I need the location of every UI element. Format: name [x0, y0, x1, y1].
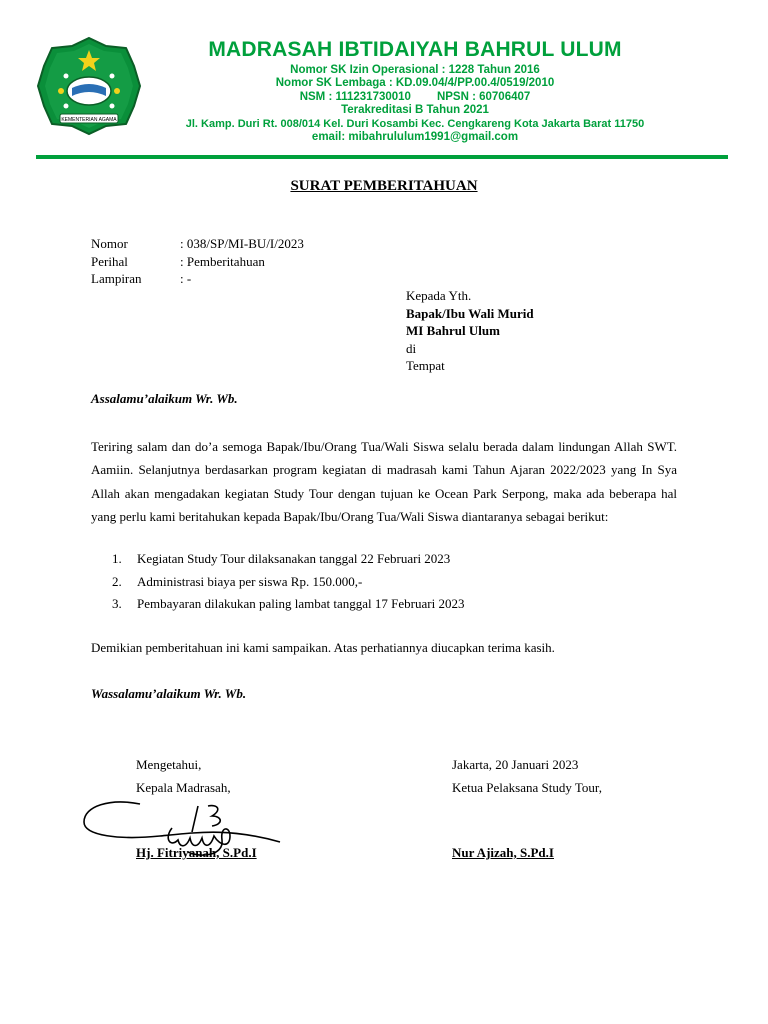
recipient-di: di — [406, 340, 417, 356]
nsm: NSM : 111231730010 — [299, 90, 411, 103]
closing-sentence: Demikian pemberitahuan ini kami sampaikan. Atas perhatiannya diucapkan terima kasih. — [91, 640, 555, 655]
letter-title: SURAT PEMBERITAHUAN — [290, 178, 478, 194]
list-item — [112, 593, 464, 616]
sig-left-name: Hj. Fitriyanah, S.Pd.I — [136, 845, 257, 860]
akreditasi: Terakreditasi B Tahun 2021 — [341, 104, 489, 117]
meta-value: : - — [180, 271, 192, 286]
npsn: NPSN : 60706407 — [436, 90, 531, 103]
list-text: Kegiatan Study Tour dilaksanakan tanggal 22 Februari 2023 — [137, 551, 451, 566]
closing-salam: Wassalamu’alaikum Wr. Wb. — [91, 686, 247, 701]
recipient-block — [406, 287, 534, 375]
list-number: 3. — [112, 596, 122, 611]
nsm-npsn-row — [140, 91, 690, 104]
meta-label: Perihal — [91, 253, 128, 269]
meta-row-nomor — [91, 235, 304, 253]
meta-value: : Pemberitahuan — [180, 253, 265, 269]
list-text: Administrasi biaya per siswa Rp. 150.000,- — [137, 573, 363, 589]
recipient-greeting: Kepada Yth. — [406, 288, 472, 303]
letterhead-rule — [36, 155, 728, 159]
sig-right-line1: Jakarta, 20 Januari 2023 — [452, 757, 579, 772]
list-number: 1. — [112, 551, 122, 566]
signature-block-right — [452, 753, 602, 799]
school-name: MADRASAH IBTIDAIYAH BAHRUL ULUM — [208, 38, 622, 61]
list-item — [112, 571, 464, 594]
list-item — [112, 548, 464, 571]
list-text: Pembayaran dilakukan paling lambat tanggal 17 Februari 2023 — [137, 596, 465, 611]
recipient-org: MI Bahrul Ulum — [406, 323, 500, 338]
email: email: mibahrululum1991@gmail.com — [311, 131, 519, 144]
recipient-name: Bapak/Ibu Wali Murid — [406, 305, 534, 321]
signature-block-left — [136, 753, 231, 799]
meta-label: Nomor — [91, 236, 128, 251]
sk-operasional: Nomor SK Izin Operasional : 1228 Tahun 2016 — [290, 64, 540, 76]
list-number: 2. — [112, 573, 122, 589]
recipient-place: Tempat — [406, 358, 445, 373]
letterhead — [140, 36, 690, 144]
sk-lembaga: Nomor SK Lembaga : KD.09.04/4/PP.00.4/0519/2010 — [275, 77, 555, 90]
meta-label: Lampiran — [91, 271, 142, 286]
opening-salam: Assalamu’alaikum Wr. Wb. — [91, 391, 238, 406]
sig-left-line2: Kepala Madrasah, — [136, 780, 231, 795]
meta-row-lampiran — [91, 270, 304, 288]
info-list — [112, 548, 464, 616]
sig-left-line1: Mengetahui, — [136, 757, 202, 772]
logo-text: KEMENTERIAN AGAMA — [61, 117, 117, 123]
meta-row-perihal — [91, 253, 304, 271]
kemenag-logo — [36, 36, 142, 136]
body-paragraph: Teriring salam dan do’a semoga Bapak/Ibu/Orang Tua/Wali Siswa selalu berada dalam lindungan Allah SWT. Aamiin. Selanjutnya berdasarkan program kegiatan di madrasah kami Tahun Ajaran 2022/2023 yang In Sya Allah akan mengadakan kegiatan Study Tour dengan tujuan ke Ocean Park Serpong, maka ada beberapa hal yang perlu kami beritahukan kepada Bapak/Ibu/Orang Tua/Wali Siswa diantaranya sebagai berikut: — [91, 439, 677, 525]
letter-meta — [91, 235, 304, 288]
meta-value: : 038/SP/MI-BU/I/2023 — [180, 236, 304, 251]
sig-right-line2: Ketua Pelaksana Study Tour, — [452, 780, 602, 795]
sig-right-name: Nur Ajizah, S.Pd.I — [452, 845, 554, 860]
address: Jl. Kamp. Duri Rt. 008/014 Kel. Duri Kosambi Kec. Cengkareng Kota Jakarta Barat 11750 — [185, 117, 645, 130]
